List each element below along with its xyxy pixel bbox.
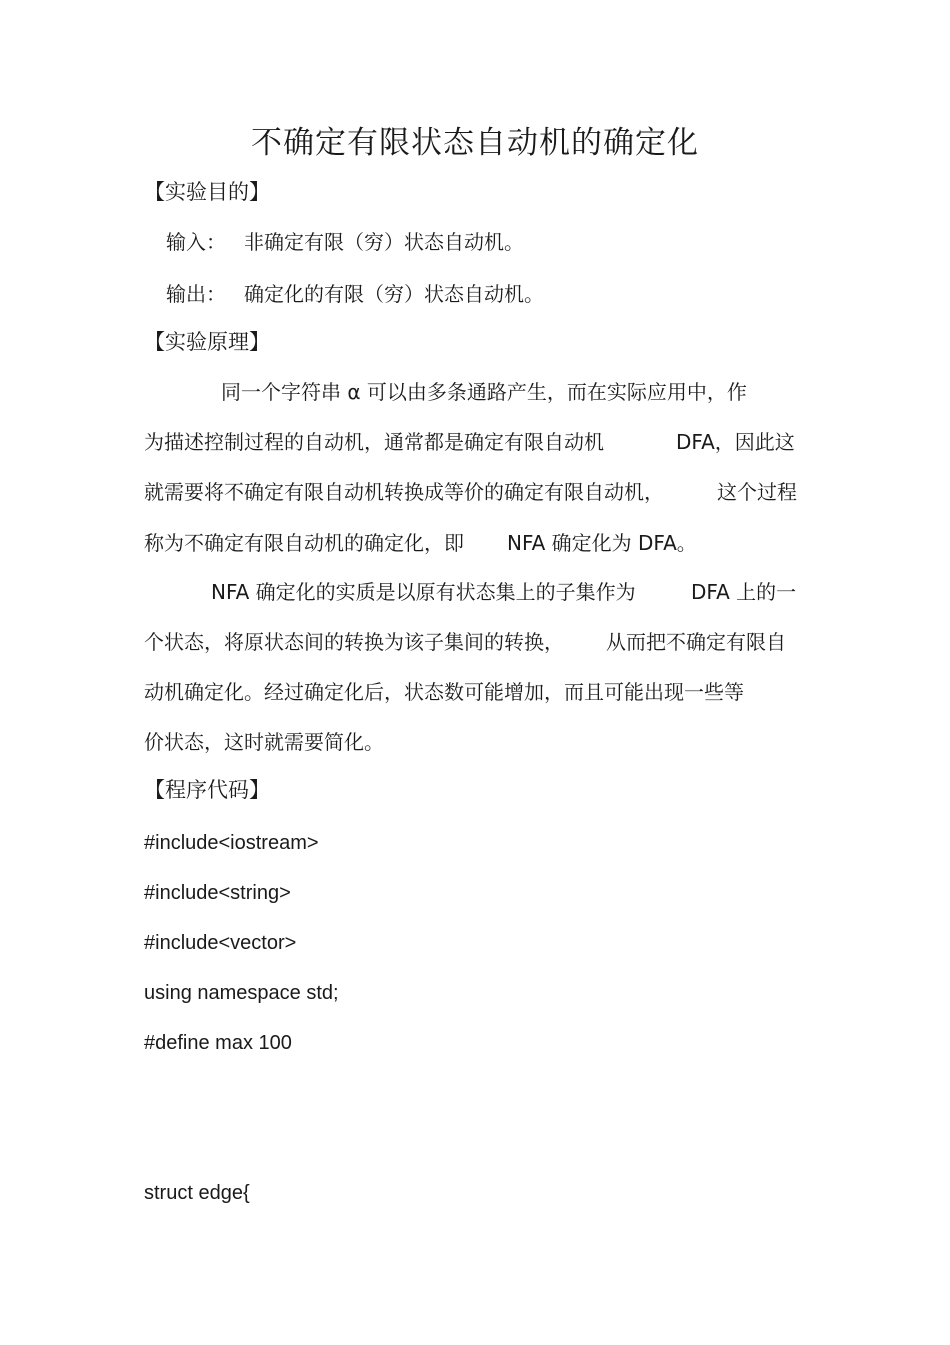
principle-p2-line1-b: DFA 上的一 (691, 580, 797, 604)
principle-p1-line4-a: 称为不确定有限自动机的确定化，即 (144, 531, 464, 555)
principle-p1-line3 (144, 480, 797, 504)
principle-p2-line2 (144, 630, 786, 654)
code-line: #include<string> (144, 882, 291, 904)
output-text: 确定化的有限（穷）状态自动机。 (244, 282, 544, 306)
principle-p1-line2 (144, 430, 795, 454)
principle-p2-line4: 价状态，这时就需要简化。 (144, 730, 384, 754)
principle-p1-line1: 同一个字符串 α 可以由多条通路产生，而在实际应用中，作 (221, 380, 747, 404)
code-line: #include<iostream> (144, 832, 319, 854)
principle-p1-line4-b: NFA 确定化为 DFA。 (507, 531, 697, 555)
document-title: 不确定有限状态自动机的确定化 (251, 125, 699, 161)
principle-p1-line2-b: DFA，因此这 (676, 430, 795, 454)
section-heading-principle: 【实验原理】 (144, 330, 270, 354)
principle-p1-line4 (144, 531, 697, 555)
code-line: #define max 100 (144, 1032, 292, 1054)
section-heading-code: 【程序代码】 (144, 778, 270, 802)
input-text: 非确定有限（穷）状态自动机。 (244, 230, 524, 254)
section-heading-purpose: 【实验目的】 (144, 180, 270, 204)
principle-p2-line1-a: NFA 确定化的实质是以原有状态集上的子集作为 (211, 580, 636, 604)
principle-p1-line3-a: 就需要将不确定有限自动机转换成等价的确定有限自动机， (144, 480, 664, 504)
code-line: #include<vector> (144, 932, 297, 954)
code-line: struct edge{ (144, 1182, 250, 1204)
principle-p2-line2-a: 个状态，将原状态间的转换为该子集间的转换， (144, 630, 564, 654)
input-row (166, 230, 524, 254)
code-line: using namespace std; (144, 982, 339, 1004)
output-row (166, 282, 544, 306)
principle-p2-line2-b: 从而把不确定有限自 (606, 630, 786, 654)
principle-p1-line2-a: 为描述控制过程的自动机，通常都是确定有限自动机 (144, 430, 604, 454)
principle-p2-line3: 动机确定化。经过确定化后，状态数可能增加，而且可能出现一些等 (144, 680, 744, 704)
output-label: 输出： (166, 282, 226, 306)
principle-p1-line3-b: 这个过程 (717, 480, 797, 504)
input-label: 输入： (166, 230, 226, 254)
principle-p2-line1 (211, 580, 797, 604)
